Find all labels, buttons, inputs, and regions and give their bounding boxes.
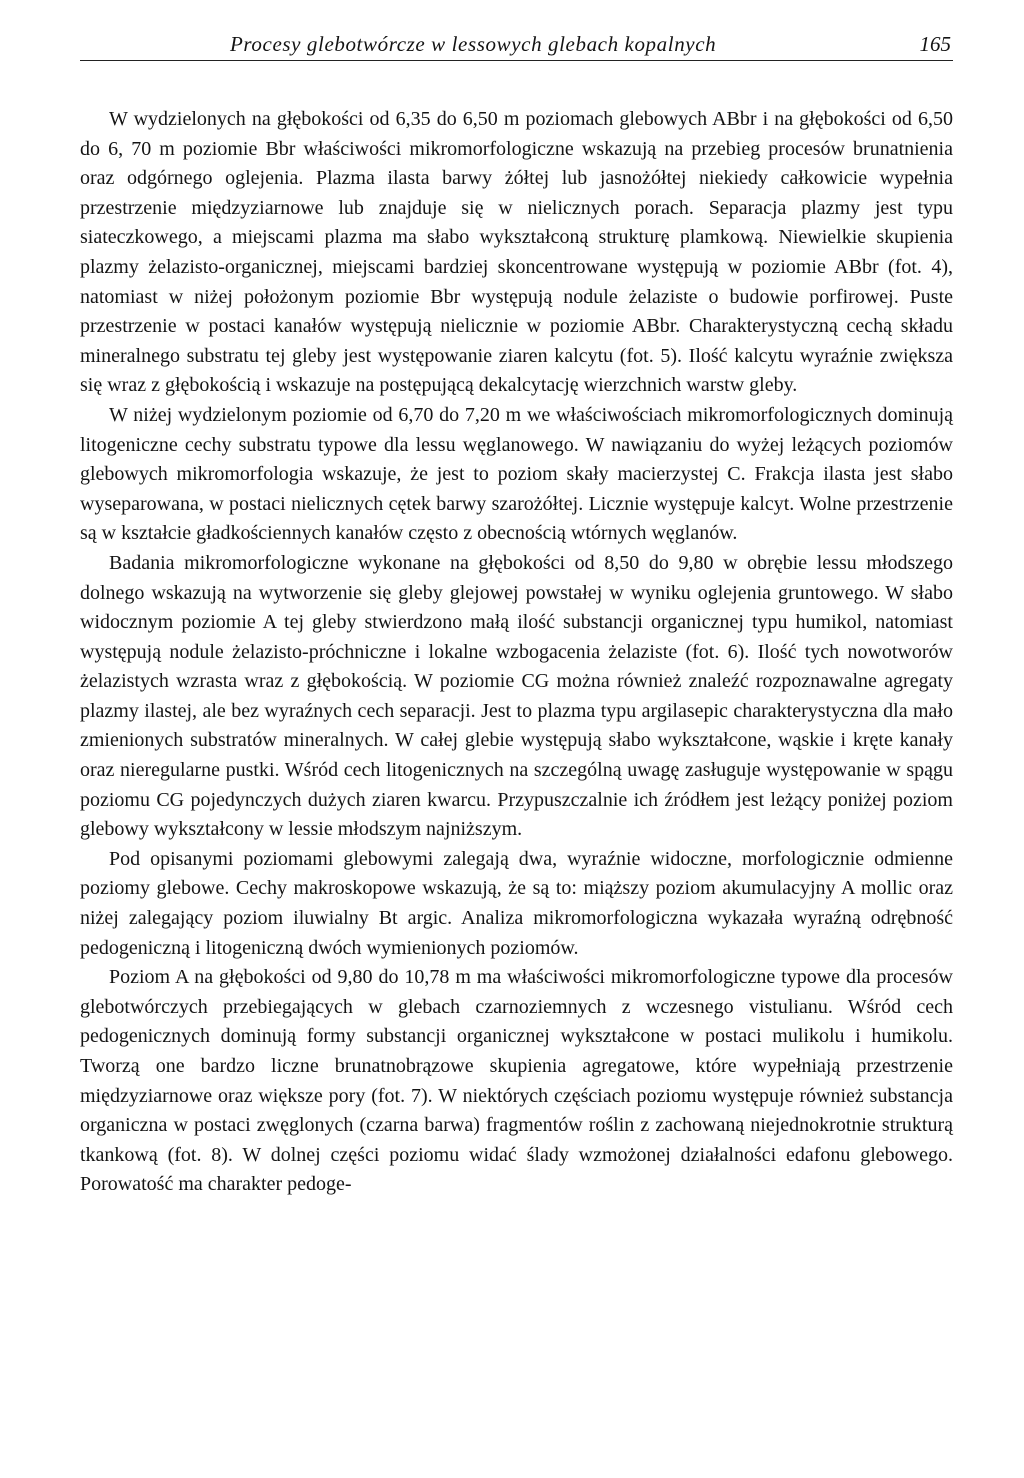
page	[80, 28, 953, 1200]
paragraph: Pod opisanymi poziomami glebowymi zalegają dwa, wyraźnie widoczne, morfologicznie odmienne poziomy glebowe. Cechy makroskopowe wskazują, że są to: miąższy poziom akumulacyjny A mollic oraz niżej zalegający poziom iluwialny Bt argic. Analiza mikromorfologiczna wykazała wyraźną odrębność pedogeniczną i litogeniczną dwóch wymienionych poziomów.	[80, 847, 953, 959]
running-header	[80, 28, 953, 61]
body-text	[80, 105, 953, 1200]
paragraph: Poziom A na głębokości od 9,80 do 10,78 m ma właściwości mikromorfologiczne typowe dla procesów glebotwórczych przebiegających w glebach czarnoziemnych z wczesnego vistulianu. Wśród cech pedogenicznych dominują formy substancji organicznej wykształcone w postaci mulikolu i humikolu. Tworzą one bardzo liczne brunatnobrązowe skupienia agregatowe, które wypełniają przestrzenie międzyziarnowe oraz większe pory (fot. 7). W niektórych częściach poziomu występuje również substancja organiczna w postaci zwęglonych (czarna barwa) fragmentów roślin z zachowaną niejednokrotnie strukturą tkankową (fot. 8). W dolnej części poziomu widać ślady wzmożonej działalności edafonu glebowego. Porowatość ma charakter pedoge-	[80, 966, 953, 1196]
page-number: 165	[919, 32, 951, 56]
paragraph: W wydzielonych na głębokości od 6,35 do 6,50 m poziomach glebowych ABbr i na głębokości od 6,50 do 6, 70 m poziomie Bbr właściwości mikromorfologiczne wskazują na przebieg procesów brunatnienia oraz odgórnego oglejenia. Plazma ilasta barwy żółtej lub jasnożółtej niekiedy całkowicie wypełnia przestrzenie międzyziarnowe lub znajduje się w nielicznych porach. Separacja plazmy jest typu siateczkowego, a miejscami plazma ma słabo wykształconą strukturę plamkową. Niewielkie skupienia plazmy żelazisto-organicznej, miejscami bardziej skoncentrowane występują w poziomie ABbr (fot. 4), natomiast w niżej położonym poziomie Bbr występują nodule żelaziste o budowie porfirowej. Puste przestrzenie w postaci kanałów występują nielicznie w poziomie ABbr. Charakterystyczną cechą składu mineralnego substratu tej gleby jest występowanie ziaren kalcytu (fot. 5). Ilość kalcytu wyraźnie zwiększa się wraz z głębokością i wskazuje na postępującą dekalcytację wierzchnich warstw gleby.	[80, 108, 953, 397]
paragraph: Badania mikromorfologiczne wykonane na głębokości od 8,50 do 9,80 w obrębie lessu młodszego dolnego wskazują na wytworzenie się gleby glejowej powstałej w wyniku oglejenia gruntowego. W słabo widocznym poziomie A tej gleby stwierdzono małą ilość substancji organicznej typu humikol, natomiast występują nodule żelazisto-próchniczne i lokalne wzbogacenia żelaziste (fot. 6). Ilość tych nowotworów żelazistych wzrasta wraz z głębokością. W poziomie CG można również znaleźć rozpoznawalne agregaty plazmy ilastej, ale bez wyraźnych cech separacji. Jest to plazma typu argilasepic charakterystyczna dla mało zmienionych substratów mineralnych. W całej glebie występują słabo wykształcone, wąskie i kręte kanały oraz nieregularne pustki. Wśród cech litogenicznych na szczególną uwagę zasługuje występowanie w spągu poziomu CG pojedynczych dużych ziaren kwarcu. Przypuszczalnie ich źródłem jest leżący poniżej poziom glebowy wykształcony w lessie młodszym najniższym.	[80, 551, 953, 841]
paragraph: W niżej wydzielonym poziomie od 6,70 do 7,20 m we właściwościach mikromorfologicznych dominują litogeniczne cechy substratu typowe dla lessu węglanowego. W nawiązaniu do wyżej leżących poziomów glebowych mikromorfologia wskazuje, że jest to poziom skały macierzystej C. Frakcja ilasta jest słabo wyseparowana, w postaci nielicznych cętek barwy szarożółtej. Licznie występuje kalcyt. Wolne przestrzenie są w kształcie gładkościennych kanałów często z obecnością wtórnych węglanów.	[80, 403, 953, 545]
running-title: Procesy glebotwórcze w lessowych glebach kopalnych	[230, 32, 717, 56]
